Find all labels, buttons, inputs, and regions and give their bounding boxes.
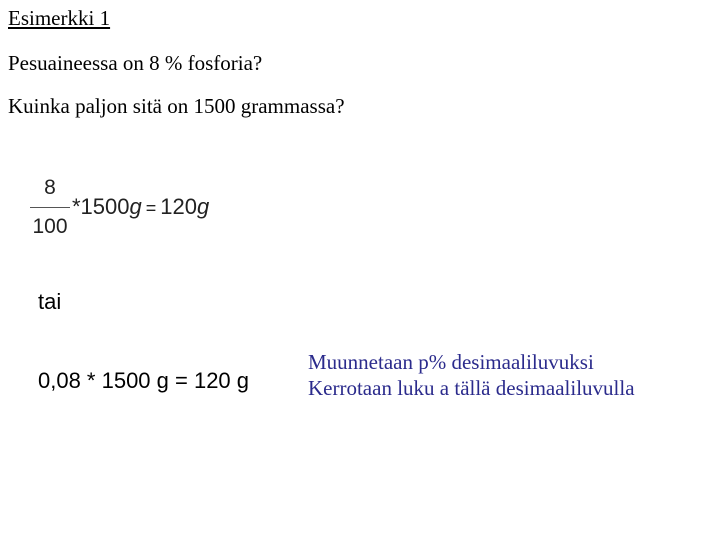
formula-multiplier: *1500	[72, 194, 130, 219]
fraction-bar	[30, 207, 70, 208]
formula-unit-1: g	[129, 194, 142, 219]
question-line-2: Kuinka paljon sitä on 1500 grammassa?	[8, 94, 345, 118]
decimal-calculation: 0,08 * 1500 g = 120 g	[38, 368, 250, 393]
fraction-denominator: 100	[32, 215, 68, 238]
formula-rest	[72, 194, 209, 220]
formula-result: 120	[160, 194, 197, 219]
question-line-1: Pesuaineessa on 8 % fosforia?	[8, 51, 263, 75]
explanation-notes	[308, 349, 635, 401]
note-line-1: Muunnetaan p% desimaaliluvuksi	[308, 350, 594, 374]
alternative-word: tai	[38, 289, 62, 314]
formula-unit-2: g	[197, 194, 210, 219]
formula-equals: =	[145, 198, 157, 218]
fraction-numerator: 8	[44, 176, 56, 199]
note-line-2: Kerrotaan luku a tällä desimaaliluvulla	[308, 376, 635, 400]
example-title: Esimerkki 1	[8, 6, 111, 30]
